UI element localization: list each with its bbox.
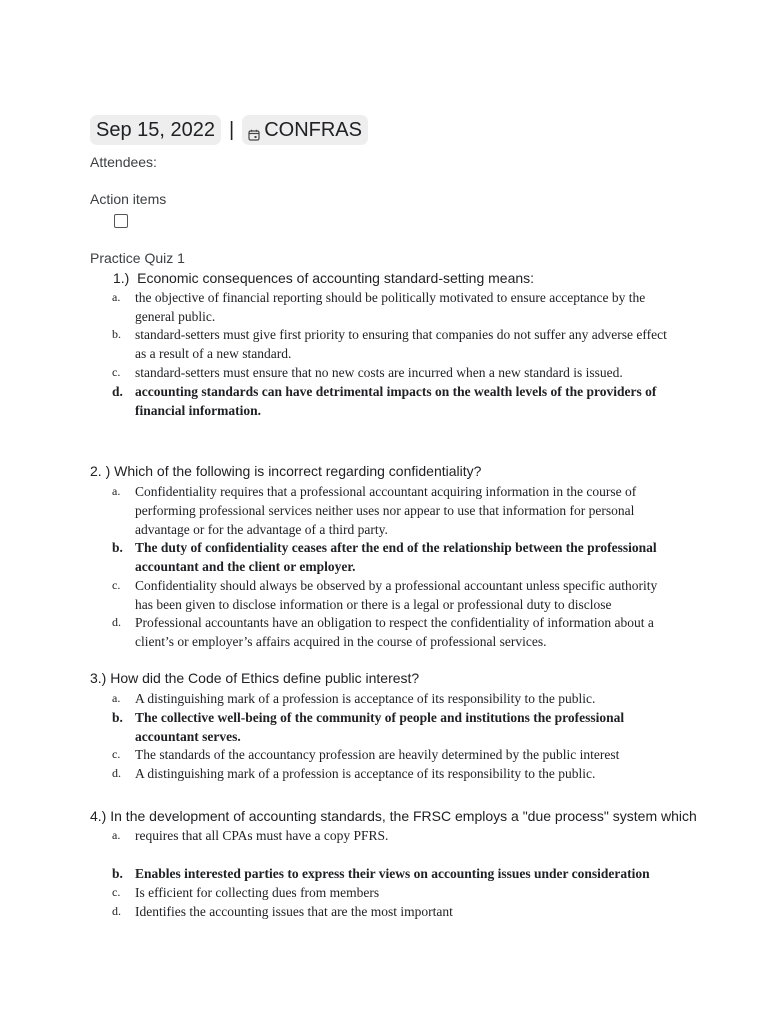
attendees-label: Attendees: (90, 154, 157, 170)
question-1-option-b (112, 325, 672, 363)
option-letter: b. (112, 710, 123, 725)
question-3 (90, 670, 419, 686)
header-separator: | (229, 118, 235, 141)
option-letter: d. (112, 904, 121, 918)
option-text: Confidentiality requires that a professional accountant acquiring information in the course of performing professional services neither uses nor appear to use that information for personal advantage or for the advantage of a third party. (135, 484, 637, 537)
option-letter: a. (112, 828, 121, 842)
option-text: Professional accountants have an obligation to respect the confidentiality of information about a client’s or employer’s affairs acquired in the course of professional services. (135, 615, 654, 649)
option-text: standard-setters must give first priority to ensuring that companies do not suffer any adverse effect as a result of a new standard. (135, 327, 667, 361)
question-2 (90, 463, 481, 479)
option-letter: c. (112, 747, 121, 761)
option-text: standard-setters must ensure that no new costs are incurred when a new standard is issued. (135, 365, 623, 380)
question-text: Which of the following is incorrect regarding confidentiality? (114, 463, 482, 479)
option-letter: a. (112, 484, 121, 498)
quiz-title: Practice Quiz 1 (90, 250, 185, 266)
option-text: The duty of confidentiality ceases after the end of the relationship between the professional accountant and the client or employer. (135, 540, 657, 574)
question-2-option-b (112, 538, 672, 576)
option-letter: b. (112, 327, 121, 341)
question-2-option-a (112, 482, 672, 539)
option-text: Is efficient for collecting dues from members (135, 885, 380, 900)
calendar-icon (248, 124, 260, 136)
event-text: CONFRAS (264, 118, 362, 141)
question-4-option-b (112, 864, 672, 883)
meeting-header (90, 115, 368, 145)
question-4-option-c (112, 883, 672, 902)
option-letter: a. (112, 691, 121, 705)
option-letter: c. (112, 885, 121, 899)
question-text: How did the Code of Ethics define public interest? (110, 670, 420, 686)
question-1-option-d (112, 382, 672, 420)
action-item-checkbox[interactable] (114, 214, 128, 228)
option-letter: c. (112, 578, 121, 592)
option-letter: d. (112, 766, 121, 780)
date-text: Sep 15, 2022 (96, 118, 215, 141)
option-text: the objective of financial reporting should be politically motivated to ensure acceptance by the general public. (135, 290, 646, 324)
option-letter: d. (112, 384, 123, 399)
question-number: 2. ) (90, 463, 111, 479)
question-1-option-a (112, 288, 672, 326)
question-3-option-a (112, 689, 672, 708)
option-text: A distinguishing mark of a profession is acceptance of its responsibility to the public. (135, 766, 596, 781)
option-text: Enables interested parties to express their views on accounting issues under consideration (135, 866, 650, 881)
question-text: Economic consequences of accounting standard-setting means: (137, 270, 535, 286)
date-chip[interactable] (90, 115, 221, 145)
question-4-option-d (112, 902, 672, 921)
event-chip[interactable] (242, 115, 368, 145)
question-text: In the development of accounting standards, the FRSC employs a "due process" system which (110, 808, 697, 824)
option-letter: c. (112, 365, 121, 379)
option-text: Identifies the accounting issues that are the most important (135, 904, 453, 919)
option-text: requires that all CPAs must have a copy PFRS. (135, 828, 389, 843)
question-2-option-d (112, 613, 672, 651)
question-2-option-c (112, 576, 672, 614)
option-text: accounting standards can have detrimental impacts on the wealth levels of the providers of financial information. (135, 384, 657, 418)
question-4 (90, 808, 697, 824)
question-1-option-c (112, 363, 672, 382)
option-letter: a. (112, 290, 121, 304)
question-number: 1.) (113, 270, 130, 286)
option-letter: b. (112, 540, 123, 555)
question-number: 3.) (90, 670, 107, 686)
option-letter: d. (112, 615, 121, 629)
question-number: 4.) (90, 808, 107, 824)
option-letter: b. (112, 866, 123, 881)
option-text: A distinguishing mark of a profession is acceptance of its responsibility to the public. (135, 691, 596, 706)
question-1 (113, 270, 534, 286)
action-items-label: Action items (90, 191, 167, 207)
question-3-option-c (112, 745, 672, 764)
option-text: The standards of the accountancy profession are heavily determined by the public interest (135, 747, 620, 762)
option-text: Confidentiality should always be observed by a professional accountant unless specific authority has been given to disclose information or there is a legal or professional duty to disclose (135, 578, 658, 612)
question-4-option-a (112, 826, 672, 845)
question-3-option-b (112, 708, 672, 746)
option-text: The collective well-being of the community of people and institutions the professional accountant serves. (135, 710, 625, 744)
question-3-option-d (112, 764, 672, 783)
